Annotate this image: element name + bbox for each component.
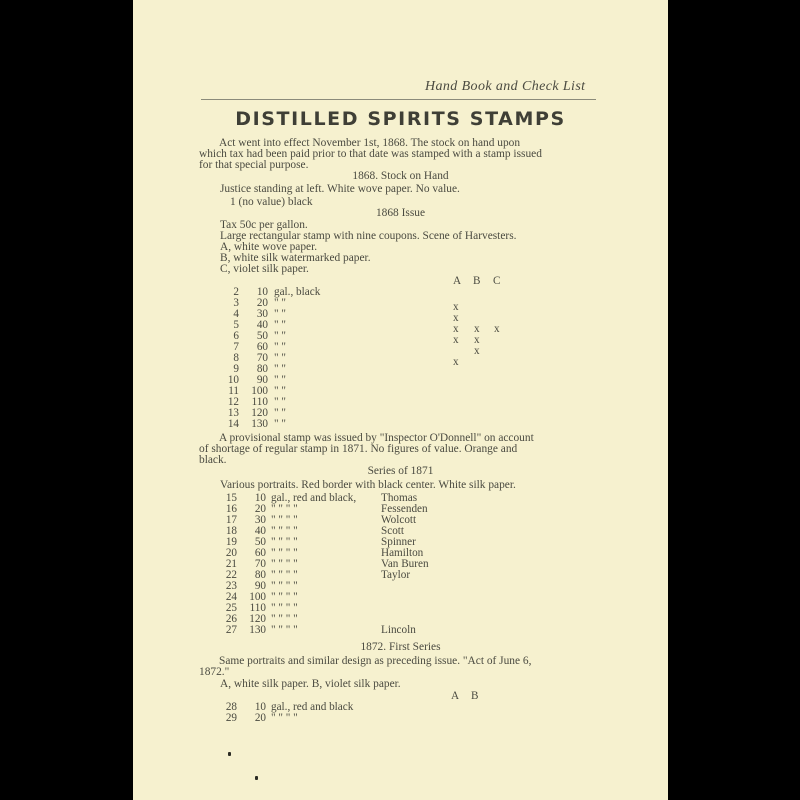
gallon-value: 130	[249, 624, 266, 636]
gallon-value: 120	[249, 613, 266, 625]
portrait-name: Scott	[381, 525, 404, 537]
portrait-name: Thomas	[381, 492, 418, 504]
gallon-value: 100	[251, 385, 268, 397]
stamp-number: 29	[225, 712, 237, 724]
gallon-value: 110	[249, 602, 266, 614]
stamp-description: " " " "	[271, 624, 298, 636]
header-rule	[201, 99, 596, 100]
stamp-number: 4	[233, 308, 239, 320]
stamp-description: " " " "	[271, 558, 298, 570]
stock-item: 1 (no value) black	[230, 196, 313, 208]
stamp-description: " "	[274, 297, 286, 309]
paper-a-mark: x	[453, 334, 459, 346]
stamp-description: " " " "	[271, 569, 298, 581]
stamp-number: 14	[227, 418, 239, 430]
stamp-description: " " " "	[271, 591, 298, 603]
stamp-description: " " " "	[271, 503, 298, 515]
stamp-description: " "	[274, 396, 286, 408]
paper-b-mark: x	[474, 323, 480, 335]
stamp-number: 21	[225, 558, 237, 570]
gallon-value: 60	[254, 547, 266, 559]
stamp-number: 9	[233, 363, 239, 375]
stamp-description: " " " "	[271, 547, 298, 559]
col-header-c: C	[493, 275, 501, 287]
stamp-number: 17	[225, 514, 237, 526]
stamp-description: " "	[274, 352, 286, 364]
stamp-number: 10	[227, 374, 239, 386]
stamp-description: " "	[274, 374, 286, 386]
gallon-value: 70	[254, 558, 266, 570]
gallon-value: 110	[251, 396, 268, 408]
gallon-value: 50	[254, 536, 266, 548]
issue-1868-line-2: Large rectangular stamp with nine coupons. Scene of Harvesters.	[220, 230, 517, 242]
gallon-value: 120	[251, 407, 268, 419]
intro-line-1: Act went into effect November 1st, 1868. The stock on hand upon	[219, 137, 521, 149]
portrait-name: Spinner	[381, 536, 416, 548]
gallon-value: 60	[256, 341, 268, 353]
portrait-name: Van Buren	[381, 558, 429, 570]
gallon-value: 20	[254, 503, 266, 515]
gallon-value: 40	[254, 525, 266, 537]
running-head: Hand Book and Check List	[425, 79, 586, 94]
gallon-value: 100	[249, 591, 266, 603]
paper-a-mark: x	[453, 356, 459, 368]
stamp-description: " "	[274, 330, 286, 342]
stamp-number: 23	[225, 580, 237, 592]
book-page	[133, 0, 668, 800]
col-header-a: A	[453, 275, 462, 287]
page-title: DISTILLED SPIRITS STAMPS	[235, 108, 566, 130]
gallon-value: 90	[256, 374, 268, 386]
paper-c-mark: x	[494, 323, 500, 335]
stamp-number: 28	[225, 701, 237, 713]
stamp-description: " " " "	[271, 712, 298, 724]
paper-a-mark: x	[453, 323, 459, 335]
paper-b-mark: x	[474, 334, 480, 346]
stamp-description: " "	[274, 418, 286, 430]
portrait-name: Fessenden	[381, 503, 428, 515]
gallon-value: 50	[256, 330, 268, 342]
stamp-description: gal., black	[274, 286, 321, 298]
issue-1868-heading: 1868 Issue	[375, 207, 426, 219]
series-1872-heading: 1872. First Series	[360, 641, 441, 653]
stamp-number: 8	[233, 352, 239, 364]
stamp-description: " "	[274, 341, 286, 353]
stamp-number: 2	[233, 286, 239, 298]
portrait-name: Wolcott	[381, 514, 417, 526]
issue-1868-line-5: C, violet silk paper.	[220, 263, 309, 275]
gallon-value: 80	[254, 569, 266, 581]
stamp-number: 24	[225, 591, 237, 603]
gallon-value: 30	[256, 308, 268, 320]
stamp-number: 20	[225, 547, 237, 559]
stamp-description: " " " "	[271, 613, 298, 625]
stamp-number: 13	[227, 407, 239, 419]
gallon-value: 70	[256, 352, 268, 364]
provisional-line-1: A provisional stamp was issued by "Inspector O'Donnell" on account	[219, 432, 534, 444]
series-1872-desc-line-2: 1872."	[199, 666, 230, 678]
stamp-number: 5	[233, 319, 239, 331]
stamp-description: " " " "	[271, 525, 298, 537]
issue-1868-line-4: B, white silk watermarked paper.	[220, 252, 371, 264]
series-1872-col-header-a: A	[451, 690, 460, 702]
gallon-value: 10	[256, 286, 268, 298]
stamp-description: gal., red and black	[271, 701, 354, 713]
gallon-value: 20	[256, 297, 268, 309]
stamp-number: 7	[233, 341, 239, 353]
portrait-name: Taylor	[381, 569, 411, 581]
stamp-number: 19	[225, 536, 237, 548]
stamp-number: 15	[225, 492, 237, 504]
gallon-value: 20	[254, 712, 266, 724]
paper-b-mark: x	[474, 345, 480, 357]
stamp-number: 27	[225, 624, 237, 636]
stamp-number: 25	[225, 602, 237, 614]
stamp-number: 18	[225, 525, 237, 537]
stamp-number: 6	[233, 330, 239, 342]
stamp-description: " " " "	[271, 602, 298, 614]
stamp-description: " "	[274, 308, 286, 320]
stamp-number: 22	[225, 569, 237, 581]
gallon-value: 80	[256, 363, 268, 375]
paper-a-mark: x	[453, 301, 459, 313]
stamp-description: " " " "	[271, 536, 298, 548]
series-1872-col-header-b: B	[471, 690, 479, 702]
stamp-number: 11	[228, 385, 239, 397]
portrait-name: Lincoln	[381, 624, 416, 636]
stock-description: Justice standing at left. White wove paper. No value.	[220, 183, 460, 195]
stamp-description: " "	[274, 319, 286, 331]
portrait-name: Hamilton	[381, 547, 424, 559]
stamp-number: 26	[225, 613, 237, 625]
stamp-description: " "	[274, 363, 286, 375]
stock-heading: 1868. Stock on Hand	[352, 170, 449, 182]
gallon-value: 130	[251, 418, 268, 430]
gallon-value: 10	[254, 701, 266, 713]
gallon-value: 10	[254, 492, 266, 504]
ink-speck	[255, 776, 258, 780]
stamp-number: 12	[227, 396, 239, 408]
stamp-number: 3	[233, 297, 239, 309]
intro-line-3: for that special purpose.	[199, 159, 309, 171]
ink-speck	[228, 752, 231, 756]
paper-a-mark: x	[453, 312, 459, 324]
stamp-number: 16	[225, 503, 237, 515]
issue-1868-line-3: A, white wove paper.	[220, 241, 318, 253]
series-1872-desc-line-1: Same portraits and similar design as preceding issue. "Act of June 6,	[219, 655, 532, 667]
gallon-value: 40	[256, 319, 268, 331]
series-1871-description: Various portraits. Red border with black center. White silk paper.	[220, 479, 516, 491]
intro-line-2: which tax had been paid prior to that date was stamped with a stamp issued	[199, 148, 542, 160]
gallon-value: 30	[254, 514, 266, 526]
stamp-description: gal., red and black,	[271, 492, 357, 504]
stamp-description: " " " "	[271, 514, 298, 526]
provisional-line-2: of shortage of regular stamp in 1871. No figures of value. Orange and	[199, 443, 518, 455]
stamp-description: " "	[274, 407, 286, 419]
series-1872-papers: A, white silk paper. B, violet silk paper.	[220, 678, 401, 690]
stamp-description: " "	[274, 385, 286, 397]
series-1871-heading: Series of 1871	[367, 465, 434, 477]
stamp-description: " " " "	[271, 580, 298, 592]
col-header-b: B	[473, 275, 481, 287]
gallon-value: 90	[254, 580, 266, 592]
provisional-line-3: black.	[199, 454, 227, 466]
issue-1868-line-1: Tax 50c per gallon.	[220, 219, 308, 231]
